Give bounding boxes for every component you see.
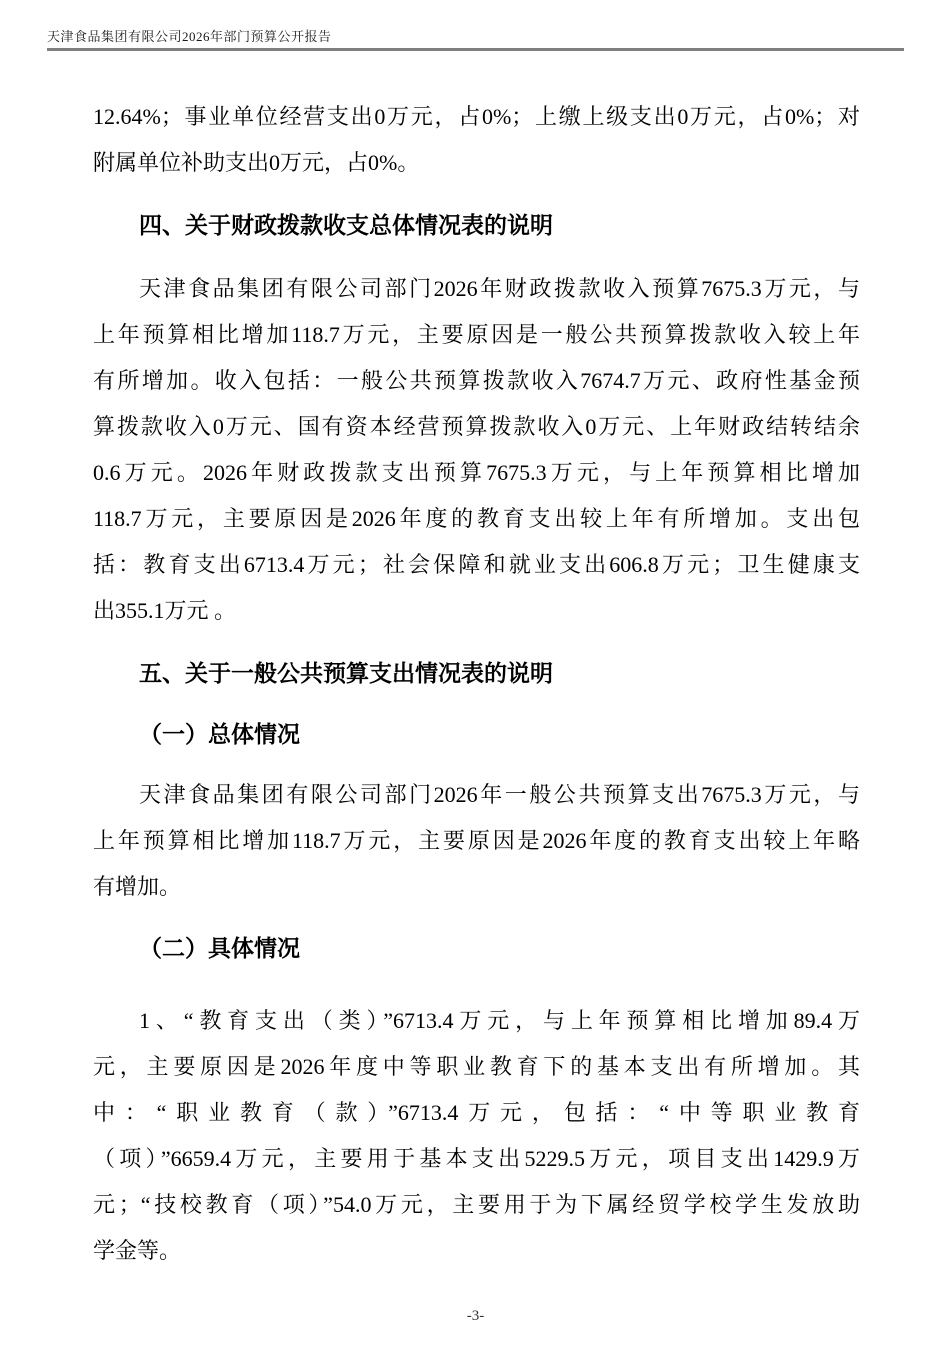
- header-title: 天津食品集团有限公司2026年部门预算公开报告: [47, 29, 332, 44]
- document-body: [93, 94, 860, 1274]
- text-line: （项）”6659.4万元，主要用于基本支出5229.5万元，项目支出1429.9万: [93, 1146, 860, 1171]
- text-line: 1、“教育支出（类）”6713.4万元，与上年预算相比增加89.4万: [139, 1008, 860, 1033]
- text-line: 有所增加。收入包括：一般公共预算拨款收入7674.7万元、政府性基金预: [93, 368, 860, 393]
- header-rule: [47, 48, 904, 51]
- text-line: 四、关于财政拨款收支总体情况表的说明: [139, 212, 553, 238]
- text-line: （一）总体情况: [139, 722, 300, 747]
- paragraph-detail: [93, 998, 860, 1274]
- sub-heading-2: [93, 926, 860, 972]
- text-line: 0.6万元。2026年财政拨款支出预算7675.3万元，与上年预算相比增加: [93, 460, 860, 485]
- text-line: 上年预算相比增加118.7万元，主要原因是一般公共预算拨款收入较上年: [93, 322, 860, 347]
- text-line: 天津食品集团有限公司部门2026年财政拨款收入预算7675.3万元，与: [139, 276, 860, 301]
- text-line: 118.7万元，主要原因是2026年度的教育支出较上年有所增加。支出包: [93, 506, 860, 531]
- text-line: 学金等。: [93, 1238, 182, 1263]
- text-line: 括：教育支出6713.4万元；社会保障和就业支出606.8万元；卫生健康支: [93, 552, 860, 577]
- text-line: 出355.1万元 。: [93, 598, 237, 623]
- section-heading-4: [93, 202, 860, 248]
- text-line: 五、关于一般公共预算支出情况表的说明: [139, 660, 553, 686]
- page-number: -3-: [466, 1308, 485, 1324]
- text-line: 元；“技校教育（项）”54.0万元，主要用于为下属经贸学校学生发放助: [93, 1192, 860, 1217]
- sub-heading-1: [93, 712, 860, 758]
- text-line: 算拨款收入0万元、国有资本经营预算拨款收入0万元、上年财政结转结余: [93, 414, 860, 439]
- paragraph-general: [93, 772, 860, 910]
- paragraph-continued: [93, 94, 860, 186]
- text-line: 12.64%；事业单位经营支出0万元，占0%；上缴上级支出0万元，占0%；对: [93, 104, 860, 129]
- page-header: [47, 29, 904, 45]
- text-line: 上年预算相比增加118.7万元，主要原因是2026年度的教育支出较上年略: [93, 828, 860, 853]
- text-line: 天津食品集团有限公司部门2026年一般公共预算支出7675.3万元，与: [139, 782, 860, 807]
- page-footer: [0, 1306, 951, 1326]
- text-line: （二）具体情况: [139, 936, 300, 961]
- text-line: 元，主要原因是2026年度中等职业教育下的基本支出有所增加。其: [93, 1054, 860, 1079]
- text-line: 有增加。: [93, 874, 182, 899]
- paragraph-fiscal: [93, 266, 860, 634]
- text-line: 附属单位补助支出0万元，占0%。: [93, 150, 420, 175]
- section-heading-5: [93, 650, 860, 696]
- text-line: 中：“职业教育（款）”6713.4万元，包括：“中等职业教育: [93, 1100, 860, 1125]
